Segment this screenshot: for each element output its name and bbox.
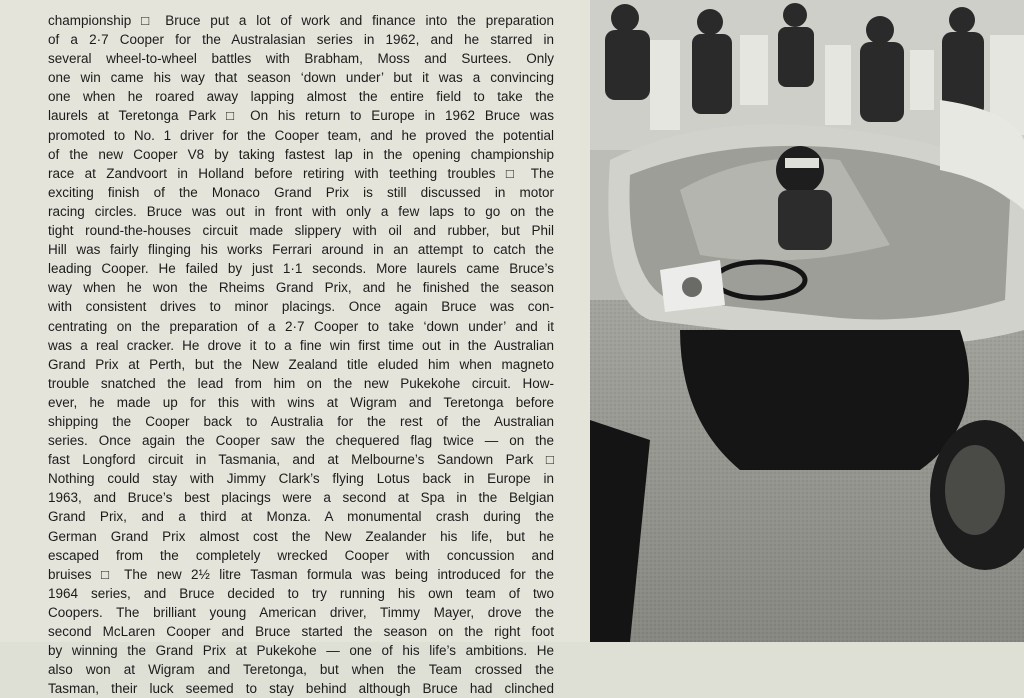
article-line: also won at Wigram and Teretonga, but when the Team crossed the [48, 662, 554, 678]
article-line: exciting finish of the Monaco Grand Prix is still discussed in motor [48, 184, 554, 200]
article-line: Grand Prix at Perth, but the New Zealand title eluded him when magneto [48, 356, 554, 372]
article-body [48, 11, 554, 698]
article-line: one when he roared away lapping almost the entire field to take the [48, 89, 554, 105]
article-line: race at Zandvoort in Holland before retiring with teething troubles □ The [48, 165, 554, 181]
article-line: Grand Prix, and a third at Monza. A monumental crash during the [48, 509, 554, 525]
article-line: 1964 series, and Bruce decided to try running his own team of two [48, 585, 554, 601]
race-car-photo [590, 0, 1024, 642]
article-line: of the new Cooper V8 by taking fastest lap in the opening championship [48, 146, 554, 162]
article-line: escaped from the completely wrecked Cooper with concussion and [48, 547, 554, 563]
article-line: series. Once again the Cooper saw the chequered flag twice — on the [48, 433, 554, 449]
article-line: Hill was fairly flinging his works Ferrari around in an attempt to catch the [48, 242, 554, 258]
article-line: Coopers. The brilliant young American driver, Timmy Mayer, drove the [48, 604, 554, 620]
article-line: one win came his way that season ‘down under’ but it was a convincing [48, 70, 554, 86]
article-line: fast Longford circuit in Tasmania, and at Melbourne’s Sandown Park □ [48, 452, 554, 468]
article-line: of a 2·7 Cooper for the Australasian series in 1962, and he starred in [48, 32, 554, 48]
article-line: centrating on the preparation of a 2·7 Cooper to take ‘down under’ and it [48, 318, 554, 334]
article-line: Nothing could stay with Jimmy Clark’s flying Lotus back in Europe in [48, 471, 554, 487]
article-line: trouble snatched the lead from him on the new Pukekohe circuit. How- [48, 375, 554, 391]
race-car-photo-icon [590, 0, 1024, 642]
article-line: was a real cracker. He drove it to a fine win first time out in the Australian [48, 337, 554, 353]
article-line: Tasman, their luck seemed to stay behind although Bruce had clinched [48, 681, 554, 697]
article-line: laurels at Teretonga Park □ On his return to Europe in 1962 Bruce was [48, 108, 554, 124]
article-line: championship □ Bruce put a lot of work and finance into the preparation [48, 13, 554, 28]
article-line: second McLaren Cooper and Bruce started the season on the right foot [48, 624, 554, 639]
article-line: with consistent drives to minor placings. Once again Bruce was con- [48, 299, 554, 315]
article-line: tight round-the-houses circuit made slippery with oil and rubber, but Phil [48, 223, 554, 239]
article-line: promoted to No. 1 driver for the Cooper team, and he proved the potential [48, 127, 554, 143]
article-line: way when he won the Rheims Grand Prix, and he finished the season [48, 280, 554, 296]
article-line: bruises □ The new 2½ litre Tasman formula was being introduced for the [48, 566, 554, 582]
article-line: shipping the Cooper back to Australia for the rest of the Australian [48, 413, 554, 429]
article-line: racing circles. Bruce was out in front with only a few laps to go on the [48, 203, 554, 219]
article-line: 1963, and Bruce’s best placings were a second at Spa in the Belgian [48, 490, 554, 506]
article-line: ever, he made up for this with wins at Wigram and Teretonga before [48, 394, 554, 410]
article-line: leading Cooper. He failed by just 1·1 seconds. More laurels came Bruce’s [48, 261, 554, 277]
article-line: German Grand Prix almost cost the New Zealander his life, but he [48, 528, 554, 544]
article-line: several wheel-to-wheel battles with Brabham, Moss and Surtees. Only [48, 51, 554, 67]
article-line: by winning the Grand Prix at Pukekohe — one of his life’s ambitions. He [48, 643, 554, 659]
